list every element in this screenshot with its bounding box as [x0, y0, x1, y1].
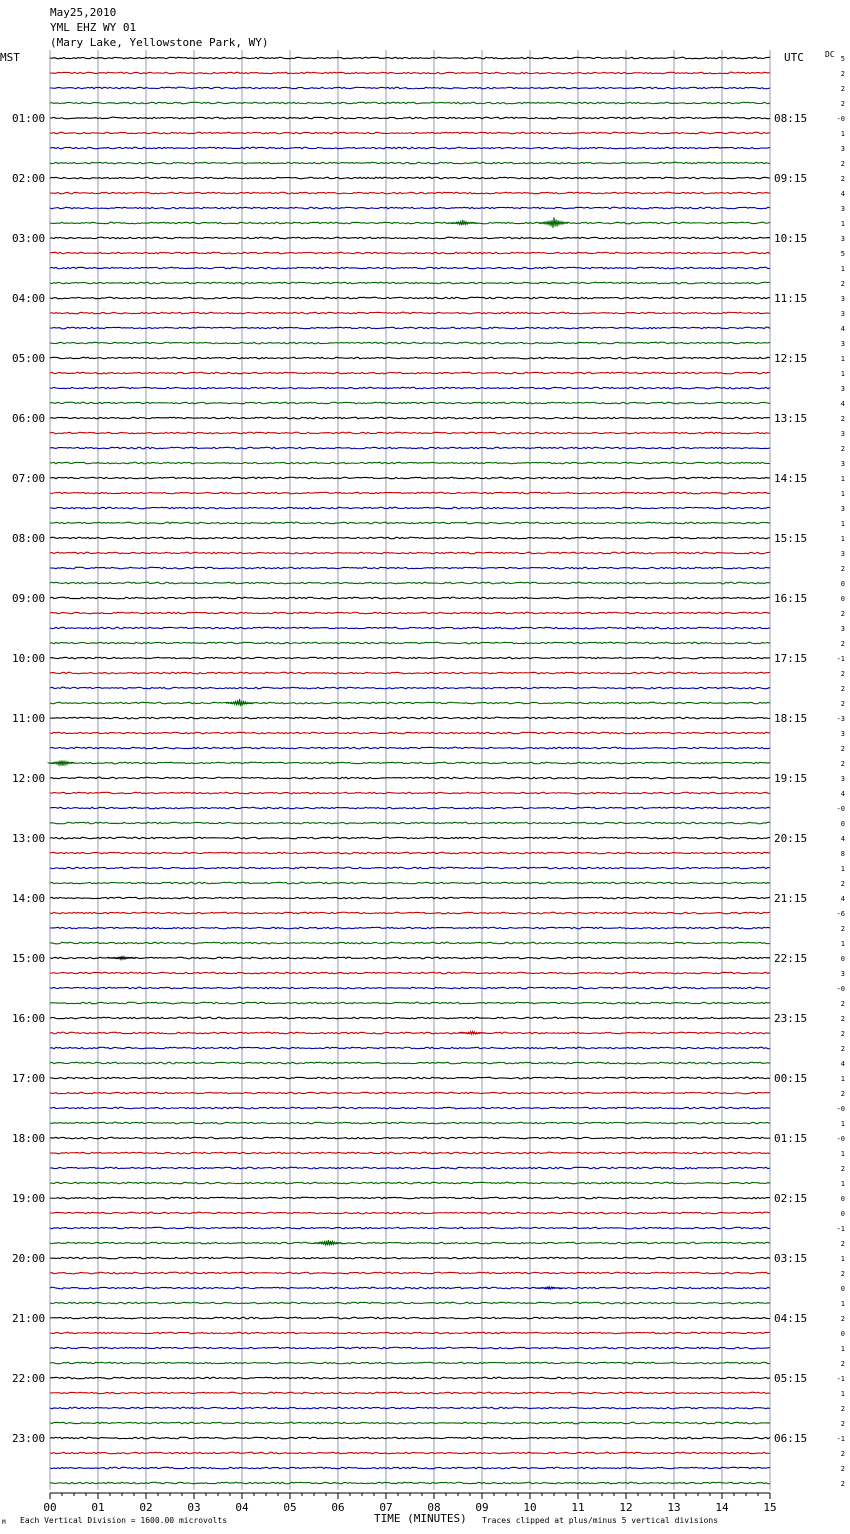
x-tick-label: 10	[523, 1501, 537, 1514]
dc-offset-value: 2	[840, 1420, 845, 1428]
right-timezone-label: UTC	[784, 51, 804, 64]
mst-hour-label: 05:00	[12, 352, 46, 365]
dc-offset-value: 4	[840, 190, 845, 198]
trace-line	[50, 192, 770, 194]
trace-line	[50, 732, 770, 734]
header	[50, 6, 269, 49]
dc-offset-value: 1	[840, 1345, 845, 1353]
event-wiggle	[226, 699, 254, 706]
trace-line	[50, 657, 770, 659]
dc-offset-value: 2	[840, 610, 845, 618]
dc-offset-value: 3	[840, 775, 845, 783]
trace-line	[50, 252, 770, 254]
dc-offset-value: -0	[836, 1135, 845, 1143]
trace-line	[50, 1032, 770, 1034]
event-wiggle	[449, 220, 477, 226]
trace-line	[50, 582, 770, 584]
dc-offset-value: 3	[840, 235, 845, 243]
utc-hour-label: 04:15	[774, 1312, 808, 1325]
trace-line	[50, 387, 770, 389]
utc-hour-label: 14:15	[774, 472, 808, 485]
x-tick-label: 07	[379, 1501, 393, 1514]
trace-line	[50, 1212, 770, 1214]
mst-hour-label: 04:00	[12, 292, 46, 305]
dc-offset-value: 0	[840, 580, 845, 588]
trace-line	[50, 1017, 770, 1019]
dc-offset-value: 2	[840, 1315, 845, 1323]
mst-hour-label: 17:00	[12, 1072, 46, 1085]
trace-line	[50, 147, 770, 149]
trace-line	[50, 1137, 770, 1139]
trace-line	[50, 297, 770, 299]
trace-line	[50, 792, 770, 794]
dc-offset-value: -1	[836, 655, 845, 663]
dc-offset-value: 1	[840, 475, 845, 483]
trace-line	[50, 612, 770, 614]
trace-line	[50, 972, 770, 974]
dc-offset-value: 2	[840, 1240, 845, 1248]
dc-offset-value: 0	[840, 1195, 845, 1203]
trace-line	[50, 942, 770, 944]
dc-offset-value: 2	[840, 760, 845, 768]
trace-line	[50, 492, 770, 494]
trace-line	[50, 72, 770, 74]
utc-hour-label: 17:15	[774, 652, 808, 665]
dc-offset-value: -0	[836, 1105, 845, 1113]
trace-line	[50, 777, 770, 779]
dc-offset-value: 1	[840, 130, 845, 138]
dc-offset-value: 0	[840, 1210, 845, 1218]
dc-offset-value: 2	[840, 670, 845, 678]
dc-offset-value: 4	[840, 400, 845, 408]
dc-offset-value: 0	[840, 1285, 845, 1293]
mst-hour-label: 14:00	[12, 892, 46, 905]
dc-label: DC	[825, 50, 835, 59]
header-station: YML EHZ WY 01	[50, 21, 137, 34]
trace-line	[50, 1167, 770, 1169]
x-tick-label: 05	[283, 1501, 297, 1514]
utc-hour-label: 23:15	[774, 1012, 808, 1025]
mst-hour-label: 01:00	[12, 112, 46, 125]
trace-line	[50, 207, 770, 209]
trace-line	[50, 507, 770, 509]
dc-offset-value: 2	[840, 565, 845, 573]
dc-offset-value: 3	[840, 310, 845, 318]
trace-line	[50, 477, 770, 479]
trace-line	[50, 282, 770, 284]
x-tick-label: 09	[475, 1501, 489, 1514]
trace-line	[50, 1347, 770, 1349]
mst-hour-label: 10:00	[12, 652, 46, 665]
mst-hour-label: 15:00	[12, 952, 46, 965]
dc-offset-value: 0	[840, 595, 845, 603]
trace-line	[50, 222, 770, 224]
dc-offset-value: 1	[840, 490, 845, 498]
trace-line	[50, 1437, 770, 1439]
trace-line	[50, 1272, 770, 1274]
mst-hour-label: 21:00	[12, 1312, 46, 1325]
dc-offset-value: 1	[840, 535, 845, 543]
dc-offset-value: 1	[840, 265, 845, 273]
trace-line	[50, 1107, 770, 1109]
dc-offset-value: 4	[840, 835, 845, 843]
trace-line	[50, 342, 770, 344]
utc-hour-label: 08:15	[774, 112, 808, 125]
dc-offset-value: 3	[840, 205, 845, 213]
trace-line	[50, 1452, 770, 1454]
dc-offset-value: 2	[840, 1015, 845, 1023]
utc-hour-label: 12:15	[774, 352, 808, 365]
utc-hour-label: 03:15	[774, 1252, 808, 1265]
dc-offset-value: 3	[840, 295, 845, 303]
x-axis	[43, 1493, 776, 1514]
utc-hour-label: 01:15	[774, 1132, 808, 1145]
trace-line	[50, 762, 770, 764]
dc-offset-value: 3	[840, 460, 845, 468]
dc-offset-value: -3	[836, 715, 845, 723]
trace-line	[50, 837, 770, 839]
trace-line	[50, 597, 770, 599]
utc-hour-label: 05:15	[774, 1372, 808, 1385]
utc-hour-label: 10:15	[774, 232, 808, 245]
dc-offset-value: 2	[840, 1450, 845, 1458]
dc-offset-value: 2	[840, 100, 845, 108]
dc-offset-value: 0	[840, 955, 845, 963]
trace-line	[50, 987, 770, 989]
dc-offset-value: 1	[840, 1150, 845, 1158]
trace-line	[50, 1362, 770, 1364]
trace-line	[50, 1122, 770, 1124]
dc-offset-value: 3	[840, 430, 845, 438]
dc-offset-value: 1	[840, 1390, 845, 1398]
trace-line	[50, 1482, 770, 1484]
dc-offset-value: 1	[840, 220, 845, 228]
dc-offset-value: 1	[840, 1255, 845, 1263]
dc-offset-value: 3	[840, 340, 845, 348]
trace-line	[50, 1152, 770, 1154]
trace-line	[50, 927, 770, 929]
utc-hour-label: 18:15	[774, 712, 808, 725]
utc-hour-label: 21:15	[774, 892, 808, 905]
trace-line	[50, 537, 770, 539]
trace-line	[50, 747, 770, 749]
dc-offset-value: 2	[840, 1165, 845, 1173]
dc-offset-value: 5	[840, 55, 845, 63]
x-tick-label: 06	[331, 1501, 345, 1514]
trace-line	[50, 1227, 770, 1229]
utc-hour-label: 13:15	[774, 412, 808, 425]
trace-line	[50, 1377, 770, 1379]
footer-clip-note: Traces clipped at plus/minus 5 vertical divisions	[482, 1516, 719, 1525]
dc-offset-value: 2	[840, 1465, 845, 1473]
trace-line	[50, 822, 770, 824]
trace-line	[50, 1062, 770, 1064]
trace-line	[50, 402, 770, 404]
dc-offset-value: 2	[840, 175, 845, 183]
trace-line	[50, 522, 770, 524]
trace-line	[50, 117, 770, 119]
dc-offset-value: 2	[840, 745, 845, 753]
trace-line	[50, 1317, 770, 1319]
trace-line	[50, 1407, 770, 1409]
dc-offset-value: 1	[840, 370, 845, 378]
dc-offset-value: -0	[836, 115, 845, 123]
footer	[2, 1512, 718, 1526]
x-tick-label: 14	[715, 1501, 729, 1514]
mst-hour-label: 20:00	[12, 1252, 46, 1265]
dc-offset-value: 3	[840, 145, 845, 153]
x-tick-label: 13	[667, 1501, 681, 1514]
utc-hour-label: 11:15	[774, 292, 808, 305]
mst-hour-label: 23:00	[12, 1432, 46, 1445]
trace-line	[50, 432, 770, 434]
x-tick-label: 11	[571, 1501, 585, 1514]
dc-offset-value: 1	[840, 1180, 845, 1188]
x-tick-label: 12	[619, 1501, 633, 1514]
utc-hour-label: 00:15	[774, 1072, 808, 1085]
dc-offset-value: -6	[836, 910, 845, 918]
trace-line	[50, 687, 770, 689]
mst-hour-label: 12:00	[12, 772, 46, 785]
trace-line	[50, 867, 770, 869]
trace-line	[50, 87, 770, 89]
dc-offset-value: 1	[840, 355, 845, 363]
trace-line	[50, 882, 770, 884]
x-tick-label: 08	[427, 1501, 441, 1514]
mst-hour-label: 06:00	[12, 412, 46, 425]
dc-offset-value: 0	[840, 1330, 845, 1338]
dc-offset-value: 8	[840, 850, 845, 858]
dc-offset-value: 1	[840, 1300, 845, 1308]
trace-line	[50, 1392, 770, 1394]
event-wiggle	[48, 760, 76, 765]
trace-line	[50, 897, 770, 899]
event-wiggle	[540, 217, 568, 228]
trace-line	[50, 1092, 770, 1094]
dc-offset-value: 2	[840, 1270, 845, 1278]
footer-scale: Each Vertical Division = 1600.00 microvolts	[20, 1516, 228, 1525]
dc-offset-value: 3	[840, 385, 845, 393]
dc-offset-value: 4	[840, 325, 845, 333]
utc-hour-label: 06:15	[774, 1432, 808, 1445]
utc-hour-label: 16:15	[774, 592, 808, 605]
trace-line	[50, 717, 770, 719]
dc-offset-value: 1	[840, 1120, 845, 1128]
dc-offset-value: 2	[840, 1030, 845, 1038]
dc-offset-value: -1	[836, 1225, 845, 1233]
dc-offset-value: 2	[840, 1000, 845, 1008]
trace-line	[50, 1302, 770, 1304]
x-axis-title: TIME (MINUTES)	[374, 1512, 467, 1525]
mst-hour-label: 19:00	[12, 1192, 46, 1205]
trace-line	[50, 462, 770, 464]
trace-line	[50, 552, 770, 554]
trace-line	[50, 957, 770, 959]
trace-line	[50, 1242, 770, 1244]
trace-lines	[50, 57, 770, 1484]
dc-offset-value: 2	[840, 880, 845, 888]
x-tick-label: 02	[139, 1501, 153, 1514]
trace-line	[50, 672, 770, 674]
trace-line	[50, 627, 770, 629]
utc-hour-labels	[774, 112, 807, 1445]
trace-line	[50, 162, 770, 164]
mst-hour-label: 11:00	[12, 712, 46, 725]
dc-offset-value: 2	[840, 280, 845, 288]
dc-offset-labels	[837, 55, 845, 1488]
trace-line	[50, 1467, 770, 1469]
dc-offset-value: 2	[840, 1045, 845, 1053]
dc-offset-value: 2	[840, 1480, 845, 1488]
trace-line	[50, 237, 770, 239]
dc-offset-value: 2	[840, 415, 845, 423]
left-timezone-label: MST	[0, 51, 20, 64]
trace-line	[50, 447, 770, 449]
mst-hour-label: 07:00	[12, 472, 46, 485]
dc-offset-value: 2	[840, 85, 845, 93]
utc-hour-label: 15:15	[774, 532, 808, 545]
dc-offset-value: 2	[840, 445, 845, 453]
dc-offset-value: -0	[836, 805, 845, 813]
dc-offset-value: 2	[840, 925, 845, 933]
mst-hour-label: 08:00	[12, 532, 46, 545]
dc-offset-value: 2	[840, 70, 845, 78]
mst-hour-label: 13:00	[12, 832, 46, 845]
trace-line	[50, 267, 770, 269]
trace-line	[50, 357, 770, 359]
trace-line	[50, 852, 770, 854]
mst-hour-label: 16:00	[12, 1012, 46, 1025]
minute-grid	[50, 50, 770, 1490]
dc-offset-value: 2	[840, 160, 845, 168]
trace-line	[50, 702, 770, 704]
dc-offset-value: 3	[840, 970, 845, 978]
dc-offset-value: 1	[840, 865, 845, 873]
footer-mark: M	[2, 1519, 6, 1526]
trace-line	[50, 132, 770, 134]
seismic-events	[48, 217, 568, 1289]
dc-offset-value: 1	[840, 940, 845, 948]
dc-offset-value: 2	[840, 1405, 845, 1413]
dc-offset-value: 3	[840, 505, 845, 513]
mst-hour-label: 02:00	[12, 172, 46, 185]
utc-hour-label: 09:15	[774, 172, 808, 185]
utc-hour-label: 02:15	[774, 1192, 808, 1205]
dc-offset-value: 3	[840, 550, 845, 558]
trace-line	[50, 1182, 770, 1184]
trace-line	[50, 1332, 770, 1334]
dc-offset-value: 3	[840, 730, 845, 738]
trace-line	[50, 417, 770, 419]
dc-offset-value: 3	[840, 625, 845, 633]
dc-offset-value: 5	[840, 250, 845, 258]
dc-offset-value: 2	[840, 685, 845, 693]
x-tick-label: 01	[91, 1501, 105, 1514]
dc-offset-value: 2	[840, 700, 845, 708]
trace-line	[50, 1077, 770, 1079]
dc-offset-value: -1	[836, 1375, 845, 1383]
x-tick-label: 04	[235, 1501, 249, 1514]
mst-hour-labels	[12, 112, 45, 1445]
dc-offset-value: 2	[840, 1360, 845, 1368]
mst-hour-label: 22:00	[12, 1372, 46, 1385]
dc-offset-value: 4	[840, 895, 845, 903]
trace-line	[50, 807, 770, 809]
dc-offset-value: 4	[840, 790, 845, 798]
x-tick-label: 15	[763, 1501, 777, 1514]
trace-line	[50, 567, 770, 569]
dc-offset-value: 4	[840, 1060, 845, 1068]
mst-hour-label: 09:00	[12, 592, 46, 605]
mst-hour-label: 03:00	[12, 232, 46, 245]
dc-offset-value: -0	[836, 985, 845, 993]
trace-line	[50, 327, 770, 329]
utc-hour-label: 22:15	[774, 952, 808, 965]
trace-line	[50, 102, 770, 104]
trace-line	[50, 312, 770, 314]
trace-line	[50, 642, 770, 644]
utc-hour-label: 20:15	[774, 832, 808, 845]
utc-hour-label: 19:15	[774, 772, 808, 785]
trace-line	[50, 1422, 770, 1424]
header-location: (Mary Lake, Yellowstone Park, WY)	[50, 36, 269, 49]
dc-offset-value: 0	[840, 820, 845, 828]
mst-hour-label: 18:00	[12, 1132, 46, 1145]
trace-line	[50, 1287, 770, 1289]
x-tick-label: 03	[187, 1501, 201, 1514]
trace-line	[50, 1197, 770, 1199]
trace-line	[50, 1257, 770, 1259]
dc-offset-value: -1	[836, 1435, 845, 1443]
trace-line	[50, 912, 770, 914]
dc-offset-value: 1	[840, 1075, 845, 1083]
trace-line	[50, 1002, 770, 1004]
header-date: May25,2010	[50, 6, 117, 19]
trace-line	[50, 177, 770, 179]
trace-line	[50, 1047, 770, 1049]
trace-line	[50, 372, 770, 374]
dc-offset-value: 1	[840, 520, 845, 528]
dc-offset-value: 2	[840, 1090, 845, 1098]
trace-line	[50, 57, 770, 59]
x-tick-label: 00	[43, 1501, 57, 1514]
dc-offset-value: 2	[840, 640, 845, 648]
